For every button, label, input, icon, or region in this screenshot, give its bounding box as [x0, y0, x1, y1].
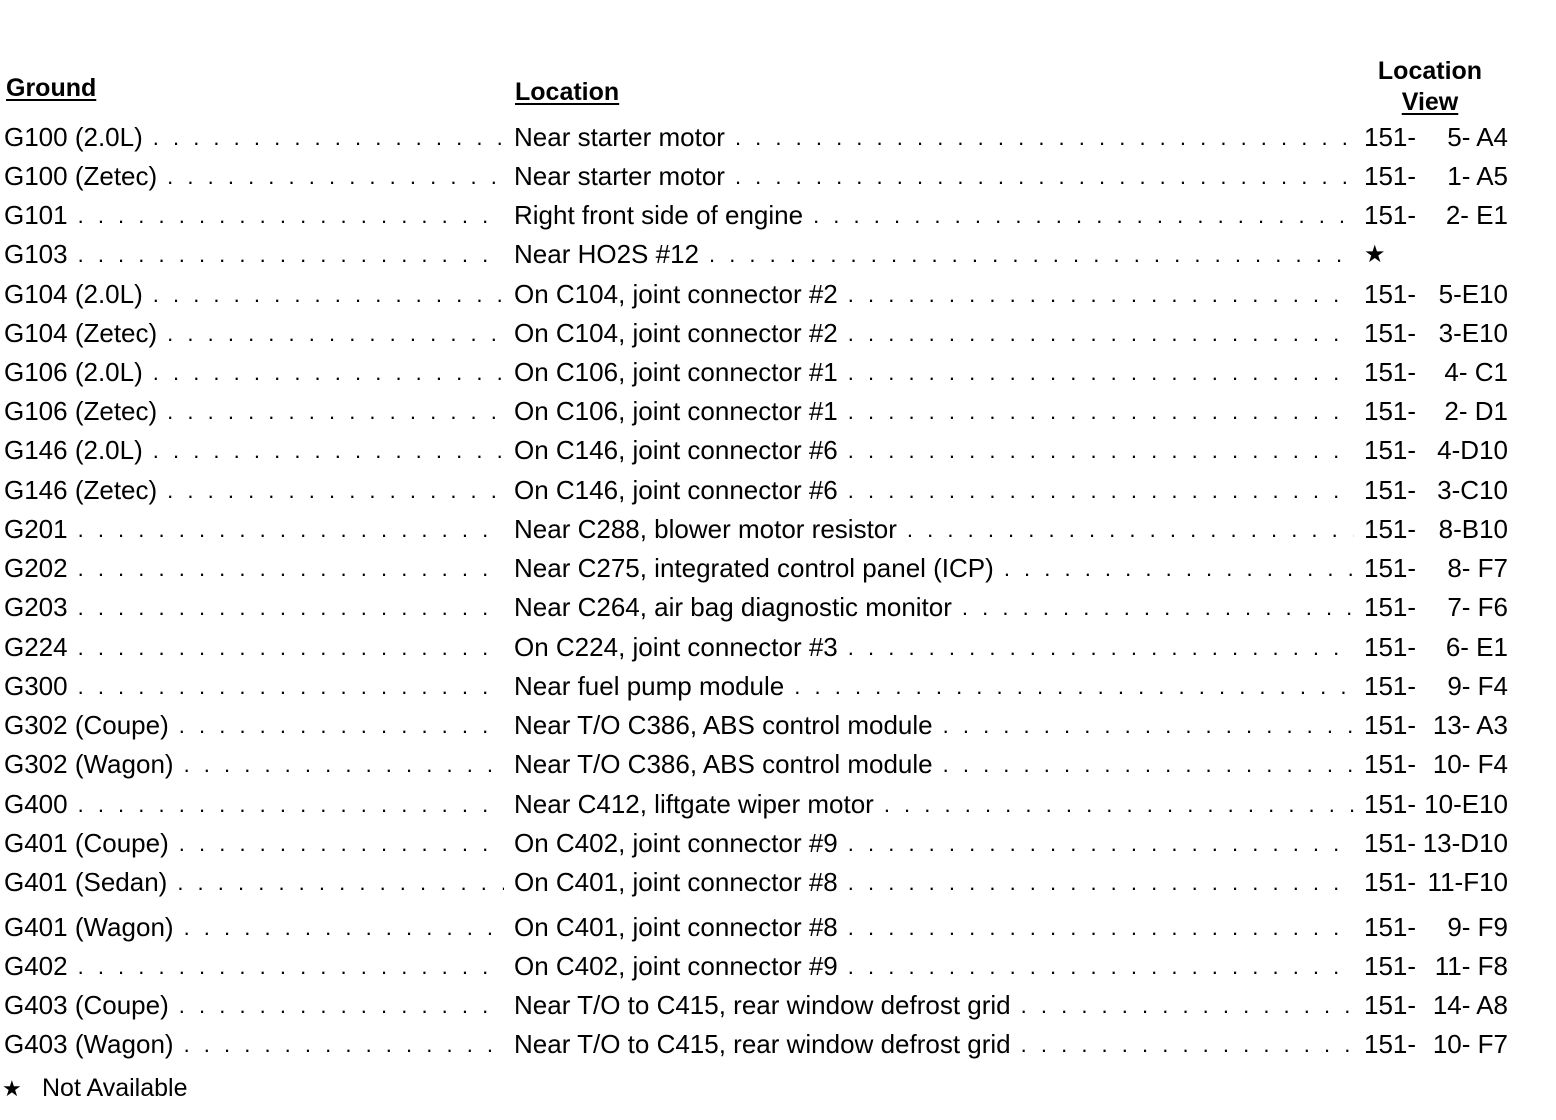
column-header-location-view [1362, 56, 1498, 118]
table-row [0, 908, 1556, 947]
view-reference: 10- F7 [1432, 1029, 1508, 1059]
location-text: On C146, joint connector #6 [514, 475, 838, 505]
ground-id: G302 (Coupe) [4, 710, 169, 740]
location-cell [514, 471, 1354, 510]
ground-id: G402 [4, 951, 68, 981]
location-text: Near C275, integrated control panel (ICP) [514, 553, 994, 583]
ground-cell [4, 706, 504, 745]
ground-cell [4, 353, 504, 392]
dot-leader [78, 510, 504, 549]
view-reference: 2- E1 [1445, 200, 1508, 230]
table-row [0, 353, 1556, 392]
ground-cell [4, 118, 504, 157]
ground-id: G224 [4, 632, 68, 662]
dot-leader [848, 392, 1354, 431]
view-prefix: 151- [1364, 318, 1417, 348]
location-cell [514, 628, 1354, 667]
table-row [0, 667, 1556, 706]
ground-id: G100 (Zetec) [4, 161, 158, 191]
view-prefix: 151- [1364, 357, 1417, 387]
view-reference: 5- A4 [1447, 122, 1508, 152]
dot-leader [167, 392, 504, 431]
view-reference: 14- A8 [1432, 990, 1508, 1020]
location-cell [514, 392, 1354, 431]
ground-id: G302 (Wagon) [4, 749, 174, 779]
view-prefix: 151- [1364, 514, 1417, 544]
dot-leader [167, 157, 504, 196]
dot-leader [1021, 986, 1354, 1025]
column-header-location: Location [515, 78, 620, 106]
ground-id: G101 [4, 200, 68, 230]
location-text: Near C288, blower motor resistor [514, 514, 897, 544]
location-text: Near starter motor [514, 122, 725, 152]
ground-id: G202 [4, 553, 68, 583]
view-reference: 10-E10 [1424, 789, 1508, 819]
dot-leader [153, 353, 504, 392]
dot-leader [153, 118, 504, 157]
view-prefix: 151- [1364, 200, 1417, 230]
location-cell [514, 118, 1354, 157]
location-text: On C106, joint connector #1 [514, 357, 838, 387]
dot-leader [848, 908, 1354, 947]
location-text: On C402, joint connector #9 [514, 951, 838, 981]
dot-leader [848, 863, 1354, 902]
dot-leader [78, 549, 504, 588]
ground-id: G103 [4, 239, 68, 269]
view-reference: 3-E10 [1438, 318, 1508, 348]
dot-leader [153, 275, 504, 314]
view-prefix: 151- [1364, 749, 1417, 779]
location-cell [514, 1025, 1354, 1064]
location-text: Near starter motor [514, 161, 725, 191]
location-cell [514, 196, 1354, 235]
column-header-location-view-line1: Location [1377, 57, 1483, 85]
view-prefix: 151- [1364, 867, 1417, 897]
view-prefix: 151- [1364, 279, 1417, 309]
location-text: On C401, joint connector #8 [514, 867, 838, 897]
ground-cell [4, 392, 504, 431]
dot-leader [167, 471, 504, 510]
ground-id: G401 (Sedan) [4, 867, 168, 897]
location-text: Near T/O to C415, rear window defrost grid [514, 1029, 1011, 1059]
ground-cell [4, 157, 504, 196]
view-reference: 13-D10 [1422, 828, 1508, 858]
star-icon: ★ [2, 1076, 22, 1101]
table-row [0, 392, 1556, 431]
view-prefix: 151- [1364, 912, 1417, 942]
ground-id: G104 (Zetec) [4, 318, 158, 348]
table-row [0, 157, 1556, 196]
star-icon: ★ [1364, 241, 1386, 268]
location-cell [514, 588, 1354, 627]
location-text: Near T/O to C415, rear window defrost grid [514, 990, 1011, 1020]
view-reference: 11- F8 [1434, 951, 1508, 981]
dot-leader [179, 824, 504, 863]
location-cell [514, 549, 1354, 588]
table-row [0, 824, 1556, 863]
view-prefix: 151- [1364, 671, 1417, 701]
view-reference: 11-F10 [1427, 867, 1508, 897]
location-text: Near C412, liftgate wiper motor [514, 789, 874, 819]
dot-leader [848, 947, 1354, 986]
ground-cell [4, 785, 504, 824]
dot-leader [184, 745, 504, 784]
table-row [0, 986, 1556, 1025]
dot-leader [179, 986, 504, 1025]
location-text: On C401, joint connector #8 [514, 912, 838, 942]
ground-id: G400 [4, 789, 68, 819]
ground-cell [4, 510, 504, 549]
ground-cell [4, 549, 504, 588]
table-row [0, 235, 1556, 274]
table-row [0, 628, 1556, 667]
ground-id: G401 (Wagon) [4, 912, 174, 942]
view-reference: 5-E10 [1438, 279, 1508, 309]
location-text: On C402, joint connector #9 [514, 828, 838, 858]
dot-leader [848, 275, 1354, 314]
location-cell [514, 667, 1354, 706]
dot-leader [78, 196, 504, 235]
dot-leader [179, 706, 504, 745]
ground-id: G104 (2.0L) [4, 279, 143, 309]
view-prefix: 151- [1364, 475, 1417, 505]
table-row [0, 314, 1556, 353]
ground-id: G401 (Coupe) [4, 828, 169, 858]
view-reference: 4- C1 [1444, 357, 1508, 387]
ground-cell [4, 667, 504, 706]
location-cell [514, 353, 1354, 392]
dot-leader [962, 588, 1354, 627]
table-row [0, 706, 1556, 745]
dot-leader [848, 471, 1354, 510]
ground-id: G106 (2.0L) [4, 357, 143, 387]
view-prefix: 151- [1364, 396, 1417, 426]
view-prefix: 151- [1364, 710, 1417, 740]
ground-id: G106 (Zetec) [4, 396, 158, 426]
view-reference: 7- F6 [1447, 592, 1508, 622]
location-text: On C104, joint connector #2 [514, 279, 838, 309]
view-reference: 9- F4 [1447, 671, 1508, 701]
ground-cell [4, 196, 504, 235]
ground-cell [4, 471, 504, 510]
view-prefix: 151- [1364, 161, 1417, 191]
dot-leader [848, 353, 1354, 392]
ground-cell [4, 824, 504, 863]
table-row [0, 118, 1556, 157]
ground-cell [4, 986, 504, 1025]
view-reference: 9- F9 [1447, 912, 1508, 942]
dot-leader [848, 431, 1354, 470]
view-reference: 8- F7 [1447, 553, 1508, 583]
location-cell [514, 824, 1354, 863]
ground-id: G146 (Zetec) [4, 475, 158, 505]
table-row [0, 471, 1556, 510]
location-text: Near fuel pump module [514, 671, 785, 701]
ground-cell [4, 588, 504, 627]
column-header-ground: Ground [6, 74, 97, 102]
dot-leader [78, 628, 504, 667]
dot-leader [177, 863, 504, 902]
location-text: On C224, joint connector #3 [514, 632, 838, 662]
view-reference: 1- A5 [1447, 161, 1508, 191]
table-row [0, 745, 1556, 784]
ground-id: G300 [4, 671, 68, 701]
dot-leader [78, 785, 504, 824]
location-cell [514, 431, 1354, 470]
ground-id: G100 (2.0L) [4, 122, 143, 152]
ground-cell [4, 628, 504, 667]
view-prefix: 151- [1364, 789, 1417, 819]
dot-leader [184, 908, 504, 947]
table-row [0, 863, 1556, 902]
location-text: On C104, joint connector #2 [514, 318, 838, 348]
view-prefix: 151- [1364, 828, 1417, 858]
table-row [0, 785, 1556, 824]
dot-leader [184, 1025, 504, 1064]
view-reference: 10- F4 [1432, 749, 1508, 779]
table-row [0, 549, 1556, 588]
table-row [0, 588, 1556, 627]
ground-id: G146 (2.0L) [4, 435, 143, 465]
dot-leader [813, 196, 1354, 235]
location-text: Near T/O C386, ABS control module [514, 749, 933, 779]
location-cell [514, 986, 1354, 1025]
dot-leader [943, 706, 1354, 745]
dot-leader [884, 785, 1354, 824]
dot-leader [709, 235, 1354, 274]
location-cell [514, 314, 1354, 353]
view-reference: 8-B10 [1438, 514, 1508, 544]
view-prefix: 151- [1364, 990, 1417, 1020]
view-prefix: 151- [1364, 553, 1417, 583]
table-row [0, 431, 1556, 470]
ground-id: G201 [4, 514, 68, 544]
table-row [0, 510, 1556, 549]
view-prefix: 151- [1364, 951, 1417, 981]
dot-leader [848, 824, 1354, 863]
view-prefix: 151- [1364, 122, 1417, 152]
view-reference: 4-D10 [1437, 435, 1508, 465]
ground-cell [4, 275, 504, 314]
dot-leader [1021, 1025, 1354, 1064]
location-cell [514, 510, 1354, 549]
dot-leader [1004, 549, 1354, 588]
dot-leader [848, 628, 1354, 667]
table-row [0, 275, 1556, 314]
location-text: Near C264, air bag diagnostic monitor [514, 592, 952, 622]
location-cell [514, 745, 1354, 784]
location-cell [514, 235, 1354, 274]
ground-cell [4, 745, 504, 784]
view-prefix: 151- [1364, 632, 1417, 662]
ground-id: G403 (Coupe) [4, 990, 169, 1020]
view-prefix: 151- [1364, 592, 1417, 622]
dot-leader [78, 947, 504, 986]
dot-leader [78, 588, 504, 627]
ground-cell [4, 314, 504, 353]
location-cell [514, 863, 1354, 902]
location-cell [514, 908, 1354, 947]
ground-cell [4, 863, 504, 902]
view-prefix: 151- [1364, 435, 1417, 465]
location-cell [514, 275, 1354, 314]
ground-id: G403 (Wagon) [4, 1029, 174, 1059]
location-text: On C146, joint connector #6 [514, 435, 838, 465]
dot-leader [78, 235, 504, 274]
dot-leader [735, 118, 1354, 157]
ground-cell [4, 431, 504, 470]
location-text: Right front side of engine [514, 200, 804, 230]
ground-cell [4, 947, 504, 986]
view-reference: 13- A3 [1432, 710, 1508, 740]
footnote [2, 1072, 187, 1105]
dot-leader [78, 667, 504, 706]
table-row [0, 1025, 1556, 1064]
location-text: Near HO2S #12 [514, 239, 699, 269]
column-header-location-view-line2: View [1401, 88, 1459, 116]
footnote-text: Not Available [42, 1074, 188, 1102]
ground-cell [4, 235, 504, 274]
view-reference: 2- D1 [1444, 396, 1508, 426]
dot-leader [907, 510, 1354, 549]
view-reference: 6- E1 [1445, 632, 1508, 662]
table-row [0, 196, 1556, 235]
location-cell [514, 785, 1354, 824]
dot-leader [167, 314, 504, 353]
dot-leader [848, 314, 1354, 353]
ground-cell [4, 1025, 504, 1064]
location-cell [514, 947, 1354, 986]
dot-leader [794, 667, 1354, 706]
table-row [0, 947, 1556, 986]
location-cell [514, 157, 1354, 196]
view-prefix: 151- [1364, 1029, 1417, 1059]
dot-leader [943, 745, 1354, 784]
location-cell [514, 706, 1354, 745]
location-text: On C106, joint connector #1 [514, 396, 838, 426]
view-reference: 3-C10 [1437, 475, 1508, 505]
location-text: Near T/O C386, ABS control module [514, 710, 933, 740]
dot-leader [153, 431, 504, 470]
dot-leader [735, 157, 1354, 196]
ground-id: G203 [4, 592, 68, 622]
ground-cell [4, 908, 504, 947]
